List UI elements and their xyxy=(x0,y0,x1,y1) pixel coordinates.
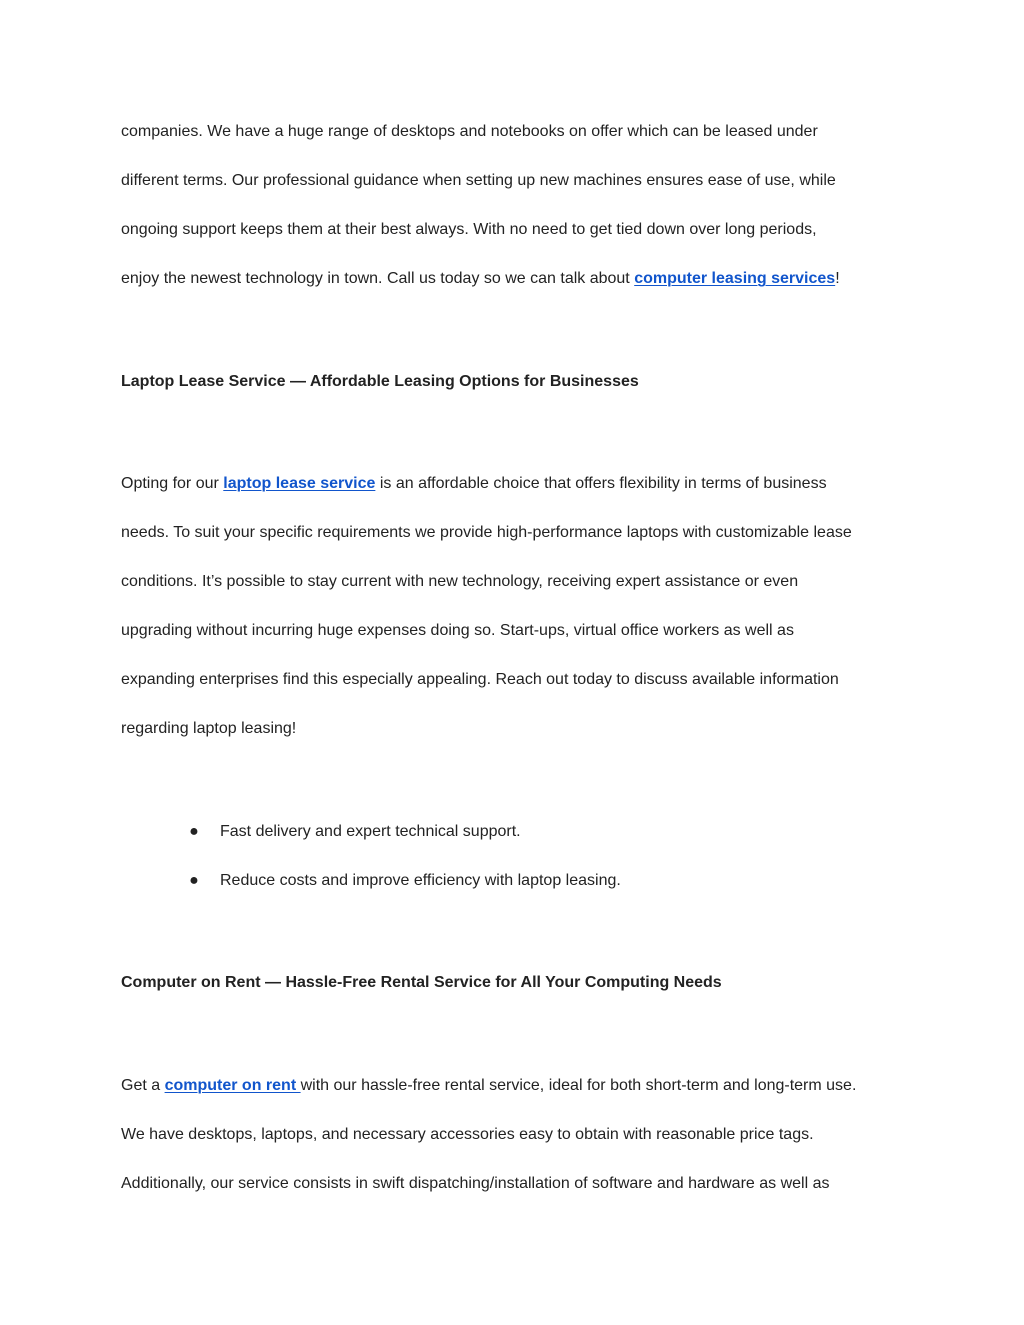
paragraph-3-line-3: Additionally, our service consists in swift dispatching/installation of software and hardware as well as xyxy=(121,1175,830,1192)
bullet-marker: ● xyxy=(189,872,199,889)
paragraph-2-line-2: needs. To suit your specific requirements we provide high-performance laptops with customizable lease xyxy=(121,524,852,541)
paragraph-2-text: Opting for our xyxy=(121,475,224,492)
paragraph-1-end: ! xyxy=(835,270,840,287)
bullet-marker: ● xyxy=(189,823,199,840)
paragraph-1-text: enjoy the newest technology in town. Call us today so we can talk about xyxy=(121,270,635,287)
paragraph-3-line-2: We have desktops, laptops, and necessary accessories easy to obtain with reasonable price tags. xyxy=(121,1126,814,1143)
paragraph-2-line-6: regarding laptop leasing! xyxy=(121,720,297,737)
paragraph-3-line-1 xyxy=(121,1075,911,1097)
paragraph-3-text: Get a xyxy=(121,1077,165,1094)
paragraph-2-text-after-link: is an affordable choice that offers flexibility in terms of business xyxy=(375,475,827,492)
paragraph-3-text-after-link: with our hassle-free rental service, ideal for both short-term and long-term use. xyxy=(300,1077,857,1094)
laptop-lease-service-link[interactable]: laptop lease service xyxy=(223,475,376,492)
paragraph-1-line-2: different terms. Our professional guidance when setting up new machines ensures ease of use, while xyxy=(121,172,836,189)
list-item: Reduce costs and improve efficiency with laptop leasing. xyxy=(220,872,621,889)
section-heading-computer-on-rent: Computer on Rent — Hassle-Free Rental Service for All Your Computing Needs xyxy=(121,974,722,991)
paragraph-1-line-3: ongoing support keeps them at their best always. With no need to get tied down over long periods, xyxy=(121,221,817,238)
paragraph-2-line-5: expanding enterprises find this especially appealing. Reach out today to discuss available information xyxy=(121,671,839,688)
paragraph-2-line-3: conditions. It’s possible to stay current with new technology, receiving expert assistance or even xyxy=(121,573,799,590)
computer-on-rent-link[interactable]: computer on rent xyxy=(164,1077,301,1094)
section-heading-laptop-lease: Laptop Lease Service — Affordable Leasing Options for Businesses xyxy=(121,373,639,390)
list-item: Fast delivery and expert technical support. xyxy=(220,823,521,840)
computer-leasing-services-link[interactable]: computer leasing services xyxy=(634,270,836,287)
paragraph-2-line-4: upgrading without incurring huge expenses doing so. Start-ups, virtual office workers as well as xyxy=(121,622,794,639)
paragraph-1-line-1: companies. We have a huge range of desktops and notebooks on offer which can be leased under xyxy=(121,123,818,140)
paragraph-1-line-4 xyxy=(121,268,911,290)
paragraph-2-line-1 xyxy=(121,473,911,495)
